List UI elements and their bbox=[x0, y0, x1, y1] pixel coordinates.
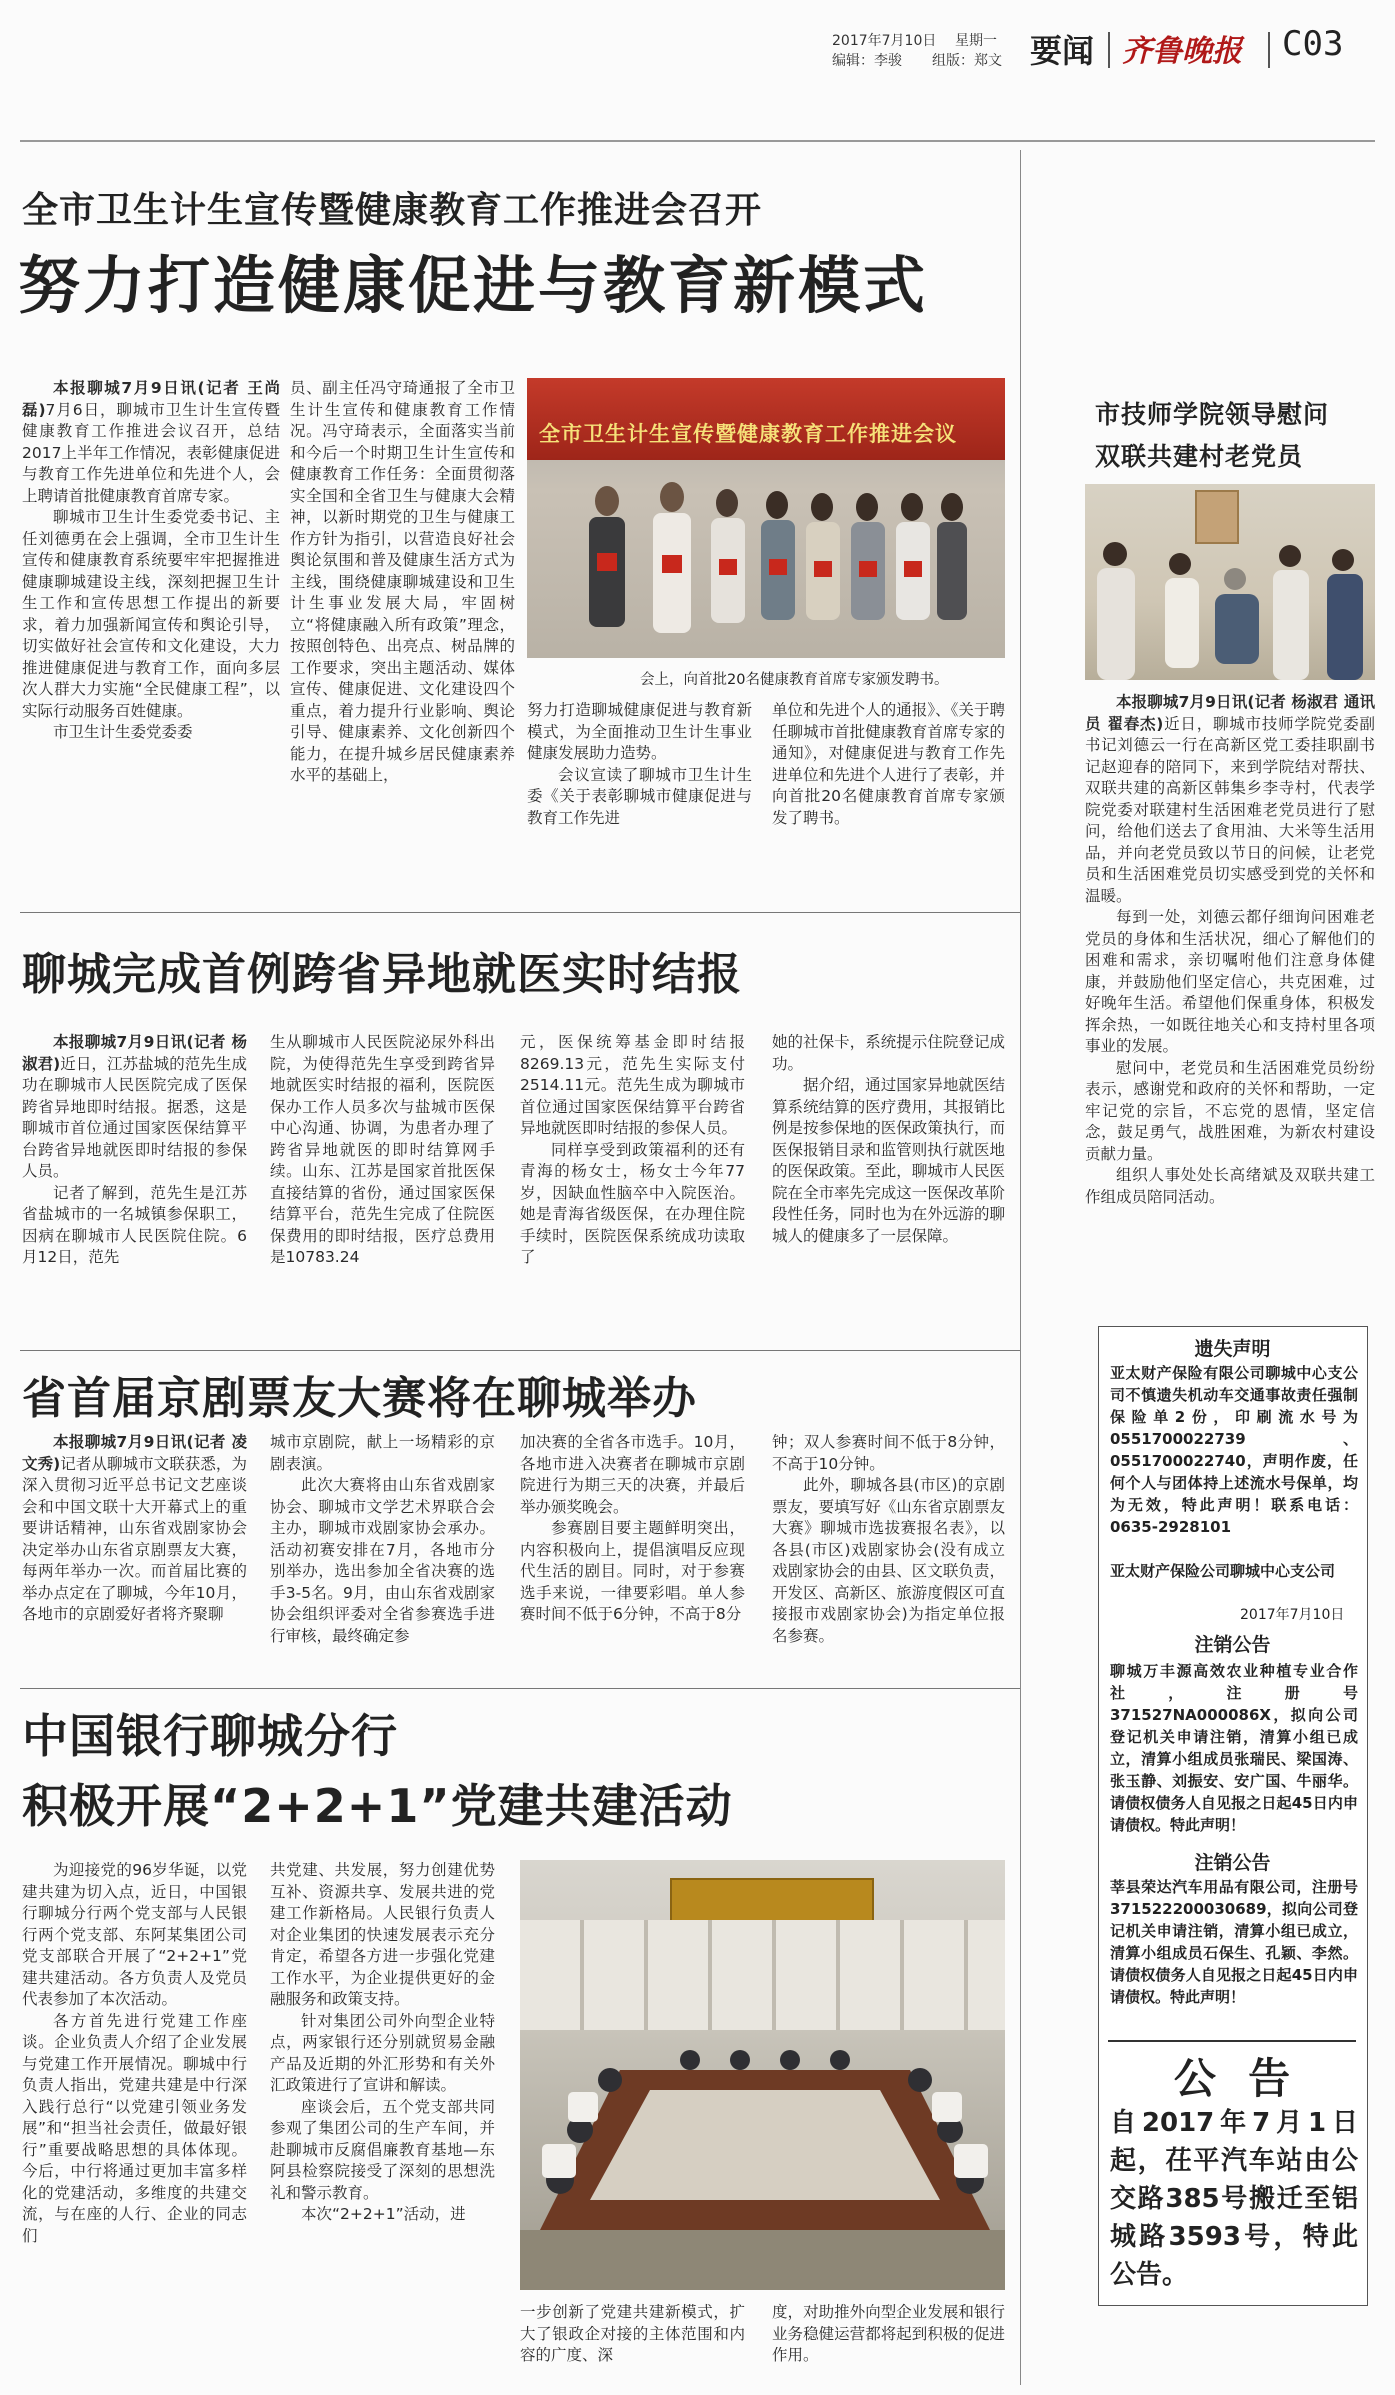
divider bbox=[1268, 32, 1270, 68]
paragraph: 度，对助推外向型企业发展和银行业务稳健运营都将起到积极的促进作用。 bbox=[772, 2303, 1005, 2364]
paragraph: 参赛剧目要主题鲜明突出，内容积极向上，提倡演唱反应现代生活的剧目。同时，对于参赛选手来说，一律要彩唱。单人参赛时间不低于6分钟，不高于8分 bbox=[520, 1519, 745, 1623]
notice-text: 莘县荣达汽车用品有限公司，注册号371522200030689，拟向公司登记机关申请注销，清算小组已成立，清算小组成员石保生、孔颖、李然。请债权债务人自见报之日起45日内申请债权。特此声明！ bbox=[1110, 1878, 1358, 2006]
paragraph: 一步创新了党建共建新模式，扩大了银政企对接的主体范围和内容的广度、深 bbox=[520, 2303, 745, 2364]
article-column bbox=[270, 1860, 495, 2380]
paragraph: 组织人事处处长高绪斌及双联共建工作组成员陪同活动。 bbox=[1085, 1166, 1375, 1206]
article-column bbox=[772, 700, 1005, 890]
paragraph: 生从聊城市人民医院泌尿外科出院，为使得范先生享受到跨省异地就医实时结报的福利，医院医保办工作人员多次与盐城市医保中心沟通、协调，为患者办理了跨省异地就医的即时结算网手续。山东、江苏是国家首批医保直接结算的省份，通过国家医保结算平台，范先生完成了住院医保费用的即时结报，医疗总费用是10783.24 bbox=[270, 1033, 495, 1266]
article-column bbox=[270, 1432, 495, 1672]
paper-logo: 齐鲁晚报 bbox=[1122, 34, 1242, 69]
article-title: 中国银行聊城分行 bbox=[22, 1709, 398, 1763]
article-title: 双联共建村老党员 bbox=[1095, 442, 1304, 471]
paragraph: 各方首先进行党建工作座谈。企业负责人介绍了企业发展与党建工作开展情况。聊城中行负责人指出，党建共建是中行深入践行总行“以党建引领业务发展”和“担当社会责任，做最好银行”重要战略思想的具体体现。今后，中行将通过更加丰富多样化的党建活动，多维度的共建交流，与在座的人行、企业的同志们 bbox=[22, 2011, 247, 2245]
article-column bbox=[270, 1032, 495, 1334]
article-column bbox=[772, 2302, 1005, 2382]
paragraph: 市卫生计生委党委委 bbox=[53, 723, 193, 741]
article-column bbox=[22, 1860, 247, 2380]
notice-sign: 亚太财产保险公司聊城中心支公司 bbox=[1110, 1562, 1336, 1580]
article-column bbox=[520, 1432, 745, 1672]
paragraph: 7月6日，聊城市卫生计生宣传暨健康教育工作推进会议召开，总结2017上半年工作情况，表彰健康促进与教育工作先进单位和先进个人，会上聘请首批健康教育首席专家。 bbox=[22, 400, 280, 505]
article-title: 市技师学院领导慰问 bbox=[1095, 400, 1330, 429]
paragraph: 单位和先进个人的通报》、《关于聘任聊城市首批健康教育首席专家的通知》，对健康促进与教育工作先进单位和先进个人进行了表彰，并向首批20名健康教育首席专家颁发了聘书。 bbox=[772, 701, 1005, 827]
paragraph: 钟；双人参赛时间不低于8分钟，不高于10分钟。 bbox=[772, 1433, 1005, 1473]
people-silhouettes bbox=[1085, 524, 1375, 680]
paragraph: 聊城市卫生计生委党委书记、主任刘德勇在会上强调，全市卫生计生宣传和健康教育系统要牢牢把握推进健康聊城建设主线，深刻把握卫生计生工作和宣传思想工作提出的新要求，着力加强新闻宣传和舆论引导，切实做好社会宣传和文化建设，大力推进健康促进与教育工作，面向多层次人群大力实施“全民健康工程”，以实际行动服务百姓健康。 bbox=[22, 508, 280, 720]
notice-title: 公 告 bbox=[1173, 2054, 1292, 2103]
conference-banner bbox=[670, 1878, 874, 1922]
article-column bbox=[527, 700, 752, 890]
article-title: 努力打造健康促进与教育新模式 bbox=[18, 249, 929, 322]
divider bbox=[1108, 32, 1110, 68]
paragraph: 同样享受到政策福利的还有青海的杨女士，杨女士今年77岁，因缺血性脑卒中入院医治。她是青海省级医保，在办理住院手续时，医院医保系统成功读取了 bbox=[520, 1140, 745, 1266]
notice-title: 注销公告 bbox=[1194, 1852, 1271, 1874]
paragraph: 加决赛的全省各市选手。10月，各地市进入决赛者在聊城市京剧院进行为期三天的决赛，并最后举办颁奖晚会。 bbox=[520, 1433, 745, 1516]
header-layout: 组版：郑文 bbox=[932, 53, 1002, 69]
notice-text: 亚太财产保险有限公司聊城中心支公司不慎遗失机动车交通事故责任强制保险单2份，印刷流水号为0551700022739、0551700022740，声明作废，任何个人与团体持上述流水号保单，均为无效，特此声明！联系电话：0635-2928101 bbox=[1110, 1364, 1358, 1536]
notice-text: 自2017年7月1日起，茌平汽车站由公交路385号搬迁至铝城路3593号，特此公告。 bbox=[1110, 2108, 1358, 2290]
notice-date: 2017年7月10日 bbox=[1240, 1607, 1345, 1623]
article-title: 积极开展“2+2+1”党建共建活动 bbox=[22, 1779, 733, 1833]
paragraph: 记者从聊城市文联获悉，为深入贯彻习近平总书记文艺座谈会和中国文联十大开幕式上的重要讲话精神，山东省戏剧家协会决定举办山东省京剧票友大赛，每两年举办一次。而首届比赛的举办点定在了聊城，今年10月，各地市的京剧爱好者将齐聚聊 bbox=[22, 1454, 247, 1623]
paragraph: 她的社保卡，系统提示住院登记成功。 bbox=[772, 1033, 1005, 1073]
visit-photo bbox=[1085, 484, 1375, 680]
article-column bbox=[290, 378, 515, 890]
article-column bbox=[772, 1432, 1005, 1672]
header-editor: 编辑：李骏 bbox=[832, 53, 902, 69]
banner-text: 全市卫生计生宣传暨健康教育工作推进会议 bbox=[539, 422, 957, 446]
article-kicker: 全市卫生计生宣传暨健康教育工作推进会召开 bbox=[22, 190, 763, 231]
paragraph: 记者了解到，范先生是江苏省盐城市的一名城镇参保职工，因病在聊城市人民医院住院。6月12日，范先 bbox=[22, 1183, 247, 1266]
paragraph: 针对集团公司外向型企业特点，两家银行还分别就贸易金融产品及近期的外汇形势和有关外汇政策进行了宣讲和解读。 bbox=[270, 2011, 495, 2094]
paragraph: 每到一处，刘德云都仔细询问困难老党员的身体和生活状况，细心了解他们的困难和需求，亲切嘱咐他们注意身体健康，并鼓励他们坚定信心，共克困难，过好晚年生活。希望他们保重身体，积极发挥余热，一如既往地关心和支持村里各项事业的发展。 bbox=[1085, 908, 1375, 1055]
article-column bbox=[520, 1032, 745, 1334]
conference-photo bbox=[520, 1860, 1005, 2290]
paragraph: 近日，聊城市技师学院党委副书记刘德云一行在高新区党工委挂职副书记赵迎春的陪同下，来到学院结对帮扶、双联共建的高新区韩集乡李寺村，代表学院党委对联建村生活困难老党员进行了慰问，给他们送去了食用油、大米等生活用品，并向老党员致以节日的问候，让老党员和生活困难党员切实感受到党的关怀和温暖。 bbox=[1085, 714, 1375, 905]
photo-caption: 会上，向首批20名健康教育首席专家颁发聘书。 bbox=[640, 672, 949, 688]
byline: 本报聊城7月9日讯(记者 杨淑君 通讯员 翟春杰) bbox=[1085, 693, 1375, 733]
article-column bbox=[520, 2302, 745, 2382]
paragraph: 会议宣读了聊城市卫生计生委《关于表彰聊城市健康促进与教育工作先进 bbox=[527, 765, 752, 827]
paragraph: 共党建、共发展，努力创建优势互补、资源共享、发展共进的党建工作新格局。人民银行负责人对企业集团的快速发展表示充分肯定，希望各方进一步强化党建工作水平，为企业提供更好的金融服务和政策支持。 bbox=[270, 1861, 495, 2008]
paragraph: 城市京剧院，献上一场精彩的京剧表演。 bbox=[270, 1433, 495, 1473]
article-column bbox=[22, 1032, 247, 1334]
paragraph: 此次大赛将由山东省戏剧家协会、聊城市文学艺术界联合会主办，聊城市戏剧家协会承办。活动初赛安排在7月，各地市分别举办，选出参加全省决赛的选手3-5名。9月，由山东省戏剧家协会组织评委对全省参赛选手进行审核，最终确定参 bbox=[270, 1476, 495, 1645]
paragraph: 努力打造聊城健康促进与教育新模式，为全面推动卫生计生事业健康发展助力造势。 bbox=[527, 701, 752, 762]
people-silhouettes bbox=[567, 473, 967, 658]
article-title: 聊城完成首例跨省异地就医实时结报 bbox=[22, 949, 742, 1000]
header-weekday: 星期一 bbox=[955, 33, 997, 49]
paragraph: 为迎接党的96岁华诞，以党建共建为切入点，近日，中国银行聊城分行两个党支部与人民银行两个党支部、东阿某集团公司党支部联合开展了“2+2+1”党建共建活动。各方负责人及党员代表参加了本次活动。 bbox=[22, 1861, 247, 2008]
paragraph: 元，医保统筹基金即时结报8269.13元，范先生实际支付2514.11元。范先生成为聊城市首位通过国家医保结算平台跨省异地就医即时结报的参保人员。 bbox=[520, 1033, 745, 1137]
paragraph: 慰问中，老党员和生活困难党员纷纷表示，感谢党和政府的关怀和帮助，一定牢记党的宗旨，不忘党的恩情，坚定信念，鼓足勇气，战胜困难，为新农村建设贡献力量。 bbox=[1085, 1058, 1375, 1163]
article-column bbox=[22, 378, 280, 890]
notice-text: 聊城万丰源高效农业种植专业合作社，注册号371527NA000086X，拟向公司登记机关申请注销，清算小组已成立，清算小组成员张瑞民、梁国涛、张玉静、刘振安、安广国、牛丽华。请债权债务人自见报之日起45日内申请债权。特此声明！ bbox=[1110, 1662, 1358, 1834]
byline: 本报聊城7月9日讯(记者 王尚磊) bbox=[22, 379, 280, 419]
sidebar-divider bbox=[1020, 150, 1021, 2385]
byline: 本报聊城7月9日讯(记者 凌文秀) bbox=[22, 1433, 247, 1473]
section-rule bbox=[20, 912, 1020, 913]
article-column bbox=[772, 1032, 1005, 1334]
notice-rule bbox=[1108, 2040, 1356, 2042]
article-column bbox=[22, 1432, 247, 1672]
section-rule bbox=[20, 1350, 1020, 1351]
paragraph: 此外，聊城各县(市区)的京剧票友，要填写好《山东省京剧票友大赛》聊城市选拔赛报名表》，以各县(市区)戏剧家协会(没有成立戏剧家协会的由县、区文联负责，开发区、高新区、旅游度假区可直接报市戏剧家协会)为指定单位报名参赛。 bbox=[772, 1476, 1005, 1645]
paragraph: 近日，江苏盐城的范先生成功在聊城市人民医院完成了医保跨省异地即时结报。据悉，这是聊城市首位通过国家医保结算平台跨省异地就医即时结报的参保人员。 bbox=[22, 1054, 247, 1180]
notice-title: 注销公告 bbox=[1194, 1634, 1271, 1656]
paragraph: 座谈会后，五个党支部共同参观了集团公司的生产车间，并赴聊城市反腐倡廉教育基地—东阿县检察院接受了深刻的思想洗礼和警示教育。 bbox=[270, 2097, 495, 2202]
article-column bbox=[1085, 692, 1375, 1310]
meeting-photo bbox=[527, 378, 1005, 658]
paragraph: 据介绍，通过国家异地就医结算系统结算的医疗费用，其报销比例是按参保地的医保政策执行，而医保报销目录和监管则执行就医地的医保政策。至此，聊城市人民医院在全市率先完成这一医保改革阶段性任务，同时也为在外远游的聊城人的健康多了一层保障。 bbox=[772, 1076, 1005, 1245]
header-rule bbox=[20, 140, 1375, 142]
header-date: 2017年7月10日 bbox=[832, 33, 937, 49]
page-number: C03 bbox=[1282, 24, 1344, 64]
conference-table bbox=[520, 2010, 1005, 2290]
section-rule bbox=[20, 1688, 1020, 1689]
section-name: 要闻 bbox=[1030, 32, 1095, 70]
byline: 本报聊城7月9日讯(记者 杨淑君) bbox=[22, 1033, 247, 1073]
article-title: 省首届京剧票友大赛将在聊城举办 bbox=[22, 1373, 697, 1424]
notice-title: 遗失声明 bbox=[1194, 1338, 1271, 1360]
paragraph: 员、副主任冯守琦通报了全市卫生计生宣传和健康教育工作情况。冯守琦表示，全面落实当前和今后一个时期卫生计生宣传和健康教育工作任务：全面贯彻落实全国和全省卫生与健康大会精神，以新时期党的卫生与健康工作方针为指引，以营造良好社会舆论氛围和普及健康生活方式为主线，围绕健康聊城建设和卫生计生事业发展大局，牢固树立“将健康融入所有政策”理念，按照创特色、出亮点、树品牌的工作要求，突出主题活动、媒体宣传、健康促进、文化建设四个重点，着力提升行业影响、舆论引导、健康素养、文化创新四个能力，在提升城乡居民健康素养水平的基础上， bbox=[290, 379, 515, 784]
paragraph: 本次“2+2+1”活动，进 bbox=[301, 2205, 466, 2223]
